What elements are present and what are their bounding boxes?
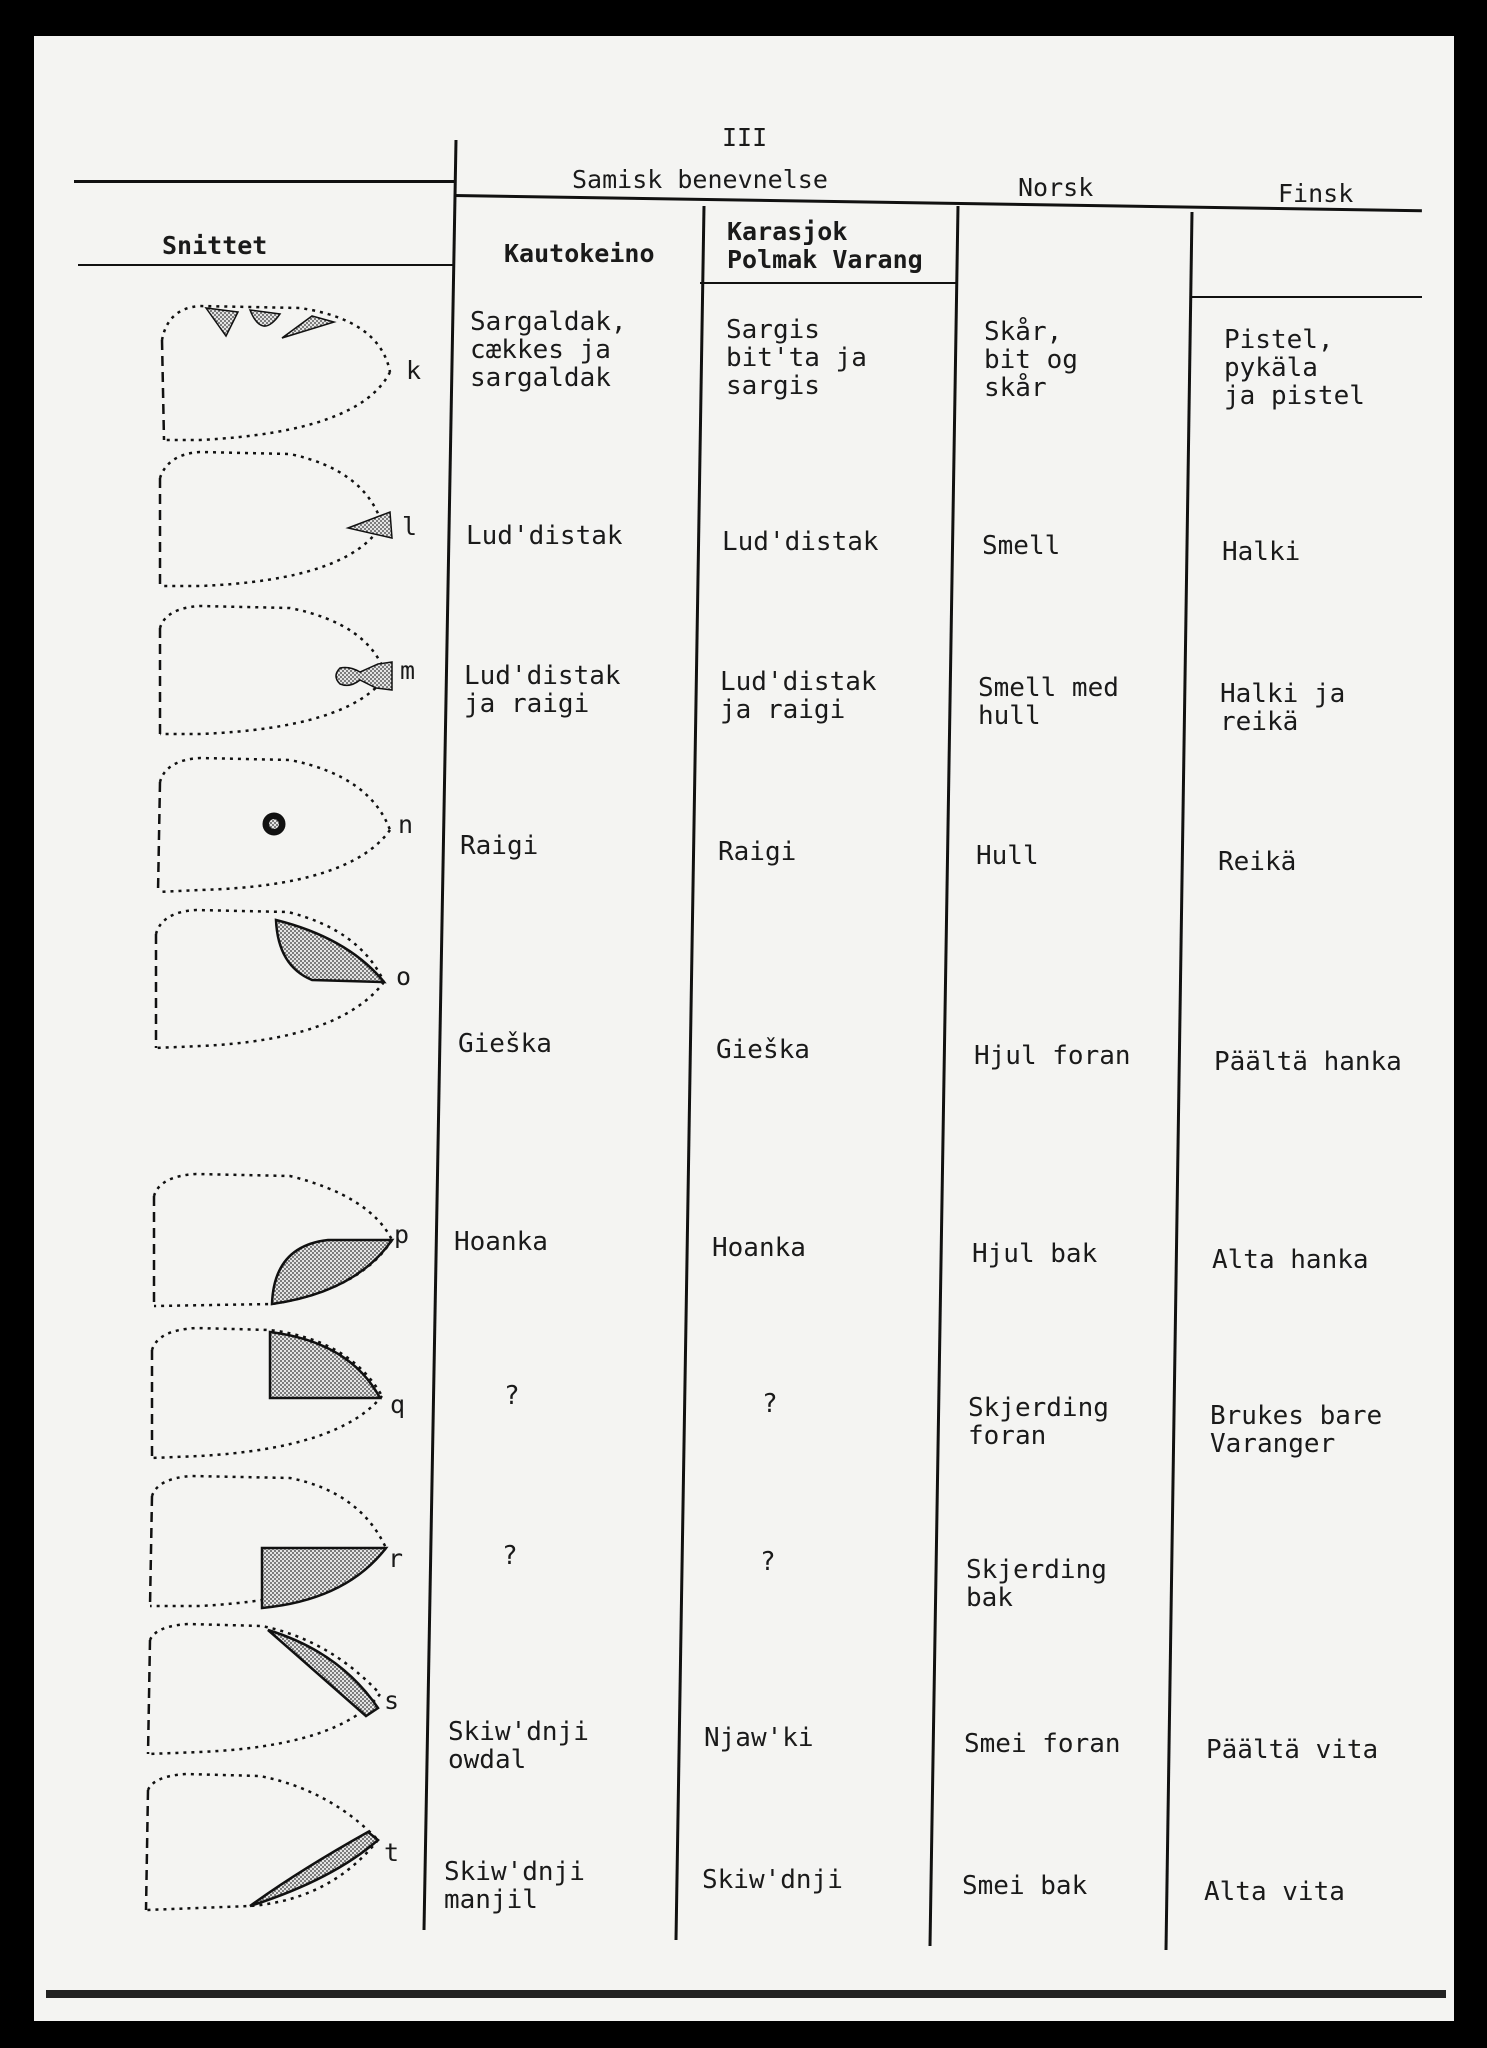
row-s-karasjok: Njaw'ki (704, 1723, 814, 1753)
label-m: m (400, 656, 416, 685)
label-q: q (390, 1390, 406, 1419)
row-p-karasjok: Hoanka (712, 1233, 806, 1263)
header-kautokeino: Kautokeino (504, 239, 655, 268)
row-m-karasjok: Lud'distak ja raigi (720, 667, 877, 725)
row-q-norsk: Skjerding foran (968, 1393, 1109, 1451)
row-m-kautokeino: Lud'distak ja raigi (464, 661, 621, 719)
figure-o (156, 910, 384, 1048)
row-n-kautokeino: Raigi (460, 831, 539, 861)
figure-t (146, 1774, 378, 1910)
label-t: t (384, 1838, 400, 1867)
row-r-kautokeino: ? (502, 1541, 518, 1571)
row-q-finsk: Brukes bare Varanger (1210, 1401, 1383, 1459)
row-t-kautokeino: Skiw'dnji manjil (444, 1857, 585, 1915)
row-r-norsk: Skjerding bak (966, 1555, 1107, 1613)
row-t-karasjok: Skiw'dnji (702, 1865, 843, 1895)
label-l: l (402, 512, 418, 541)
row-o-kautokeino: Gieška (458, 1029, 552, 1059)
label-s: s (384, 1686, 400, 1715)
row-k-finsk: Pistel, pykäla ja pistel (1224, 325, 1365, 411)
label-p: p (394, 1220, 410, 1249)
row-n-norsk: Hull (976, 841, 1039, 871)
row-m-finsk: Halki ja reikä (1220, 679, 1346, 737)
label-r: r (388, 1544, 404, 1573)
row-k-karasjok: Sargis bit'ta ja sargis (726, 315, 867, 401)
row-s-norsk: Smei foran (964, 1729, 1121, 1759)
row-l-karasjok: Lud'distak (722, 527, 879, 557)
figure-s (148, 1624, 380, 1754)
row-p-norsk: Hjul bak (972, 1239, 1098, 1269)
figure-q (152, 1328, 382, 1458)
row-k-norsk: Skår, bit og skår (984, 317, 1078, 403)
figure-k (162, 306, 390, 440)
figure-m (160, 606, 392, 734)
row-l-finsk: Halki (1222, 537, 1301, 567)
row-t-norsk: Smei bak (962, 1871, 1088, 1901)
row-n-finsk: Reikä (1218, 847, 1297, 877)
header-samisk: Samisk benevnelse (572, 165, 828, 194)
row-r-karasjok: ? (760, 1547, 776, 1577)
row-t-finsk: Alta vita (1204, 1877, 1345, 1907)
row-l-kautokeino: Lud'distak (466, 521, 623, 551)
row-p-finsk: Alta hanka (1212, 1245, 1369, 1275)
figure-n (158, 758, 390, 892)
row-o-norsk: Hjul foran (974, 1041, 1131, 1071)
figure-p (154, 1174, 392, 1306)
header-karasjok: Karasjok Polmak Varang (727, 217, 923, 274)
figure-l (160, 452, 392, 586)
row-l-norsk: Smell (982, 531, 1061, 561)
row-o-karasjok: Gieška (716, 1035, 810, 1065)
header-finsk: Finsk (1278, 179, 1354, 208)
header-norsk: Norsk (1018, 173, 1094, 202)
row-s-kautokeino: Skiw'dnji owdal (448, 1717, 589, 1775)
row-n-karasjok: Raigi (718, 837, 797, 867)
row-q-kautokeino: ? (504, 1381, 520, 1411)
row-k-kautokeino: Sargaldak, cækkes ja sargaldak (470, 307, 627, 393)
label-k: k (406, 356, 422, 385)
label-n: n (398, 810, 414, 839)
row-m-norsk: Smell med hull (978, 673, 1119, 731)
figure-r (150, 1476, 386, 1608)
page-number: III (722, 123, 768, 152)
label-o: o (396, 962, 412, 991)
row-s-finsk: Päältä vita (1206, 1735, 1379, 1765)
header-snittet: Snittet (162, 231, 268, 260)
row-q-karasjok: ? (762, 1389, 778, 1419)
row-o-finsk: Päältä hanka (1214, 1047, 1402, 1077)
row-p-kautokeino: Hoanka (454, 1227, 548, 1257)
